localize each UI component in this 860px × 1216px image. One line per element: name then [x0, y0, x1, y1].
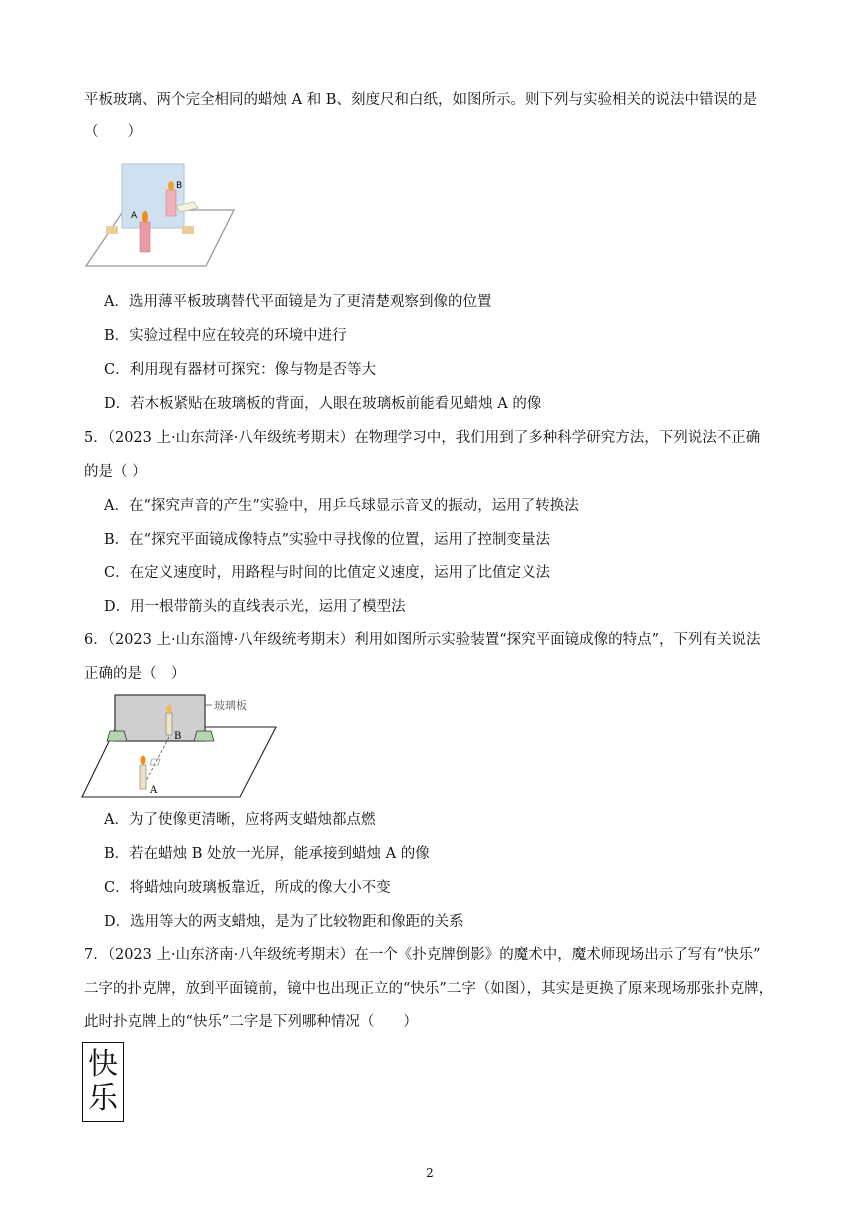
q4-candle-a [140, 222, 150, 252]
page-number: 2 [426, 1166, 434, 1180]
q7-card-char-1: 快 [88, 1047, 118, 1082]
q7-card [82, 1042, 124, 1122]
q6-option-a: A．为了使像更清晰，应将两支蜡烛都点燃 [104, 812, 376, 828]
q7-stem-line1: 7．（2023 上·山东济南·八年级统考期末）在一个《扑克牌倒影》的魔术中，魔术师现场出示了写有“快乐” [84, 947, 761, 963]
q4-label-a: A [131, 211, 138, 221]
q7-stem-line3: 此时扑克牌上的“快乐”二字是下列哪种情况（ ） [84, 1014, 418, 1030]
q5-option-c: C．在定义速度时，用路程与时间的比值定义速度，运用了比值定义法 [104, 565, 551, 581]
q5-stem-line2: 的是（ ） [84, 464, 147, 480]
q6-flame-a [141, 756, 146, 765]
q6-label-a: A [150, 785, 158, 796]
q4-option-d: D．若木板紧贴在玻璃板的背面，人眼在玻璃板前能看见蜡烛 A 的像 [104, 396, 542, 412]
q4-candle-b [166, 190, 176, 216]
q4-stem-line1: 平板玻璃、两个完全相同的蜡烛 A 和 B、刻度尺和白纸，如图所示。则下列与实验相关的说法中错误的是 [84, 92, 757, 108]
q4-figure [84, 162, 244, 272]
q4-wood-block-right [182, 226, 194, 234]
q6-label-glass: 玻璃板 [214, 699, 247, 712]
q4-label-b: B [176, 181, 183, 191]
q4-option-c: C．利用现有器材可探究：像与物是否等大 [104, 362, 377, 378]
q4-flame-a [142, 211, 148, 223]
q6-option-b: B．若在蜡烛 B 处放一光屏，能承接到蜡烛 A 的像 [104, 846, 430, 862]
q5-option-a: A．在“探究声音的产生”实验中，用乒乓球显示音叉的振动，运用了转换法 [104, 498, 579, 514]
q6-stand-right [194, 731, 214, 741]
q4-option-b: B．实验过程中应在较亮的环境中进行 [104, 328, 347, 344]
q6-candle-b [166, 713, 172, 735]
q6-stem-line1: 6．（2023 上·山东淄博·八年级统考期末）利用如图所示实验装置“探究平面镜成像的特点”，下列有关说法 [84, 632, 761, 648]
q6-stem-line2: 正确的是（ ） [84, 666, 186, 682]
q5-option-d: D．用一根带箭头的直线表示光，运用了模型法 [104, 599, 406, 615]
q7-card-char-2: 乐 [88, 1081, 118, 1116]
q6-glass-plate [115, 695, 205, 741]
q4-wood-block-left [106, 226, 118, 234]
q6-figure [80, 693, 280, 801]
q4-flame-b [168, 181, 174, 191]
q5-stem-line1: 5．（2023 上·山东菏泽·八年级统考期末）在物理学习中，我们用到了多种科学研究方法，下列说法不正确 [84, 430, 761, 446]
q6-candle-a [140, 765, 146, 789]
q6-stand-left [107, 731, 127, 741]
q6-option-c: C．将蜡烛向玻璃板靠近，所成的像大小不变 [104, 880, 391, 896]
q4-stem-line2: （ ） [84, 124, 142, 140]
q4-option-a: A．选用薄平板玻璃替代平面镜是为了更清楚观察到像的位置 [104, 294, 492, 310]
q6-option-d: D．选用等大的两支蜡烛，是为了比较物距和像距的关系 [104, 914, 464, 930]
q6-label-b: B [174, 731, 182, 742]
q7-stem-line2: 二字的扑克牌，放到平面镜前，镜中也出现正立的“快乐”二字（如图），其实是更换了原来现场那张扑克牌， [84, 981, 774, 997]
q6-flame-b [167, 705, 172, 713]
q5-option-b: B．在“探究平面镜成像特点”实验中寻找像的位置，运用了控制变量法 [104, 532, 550, 548]
